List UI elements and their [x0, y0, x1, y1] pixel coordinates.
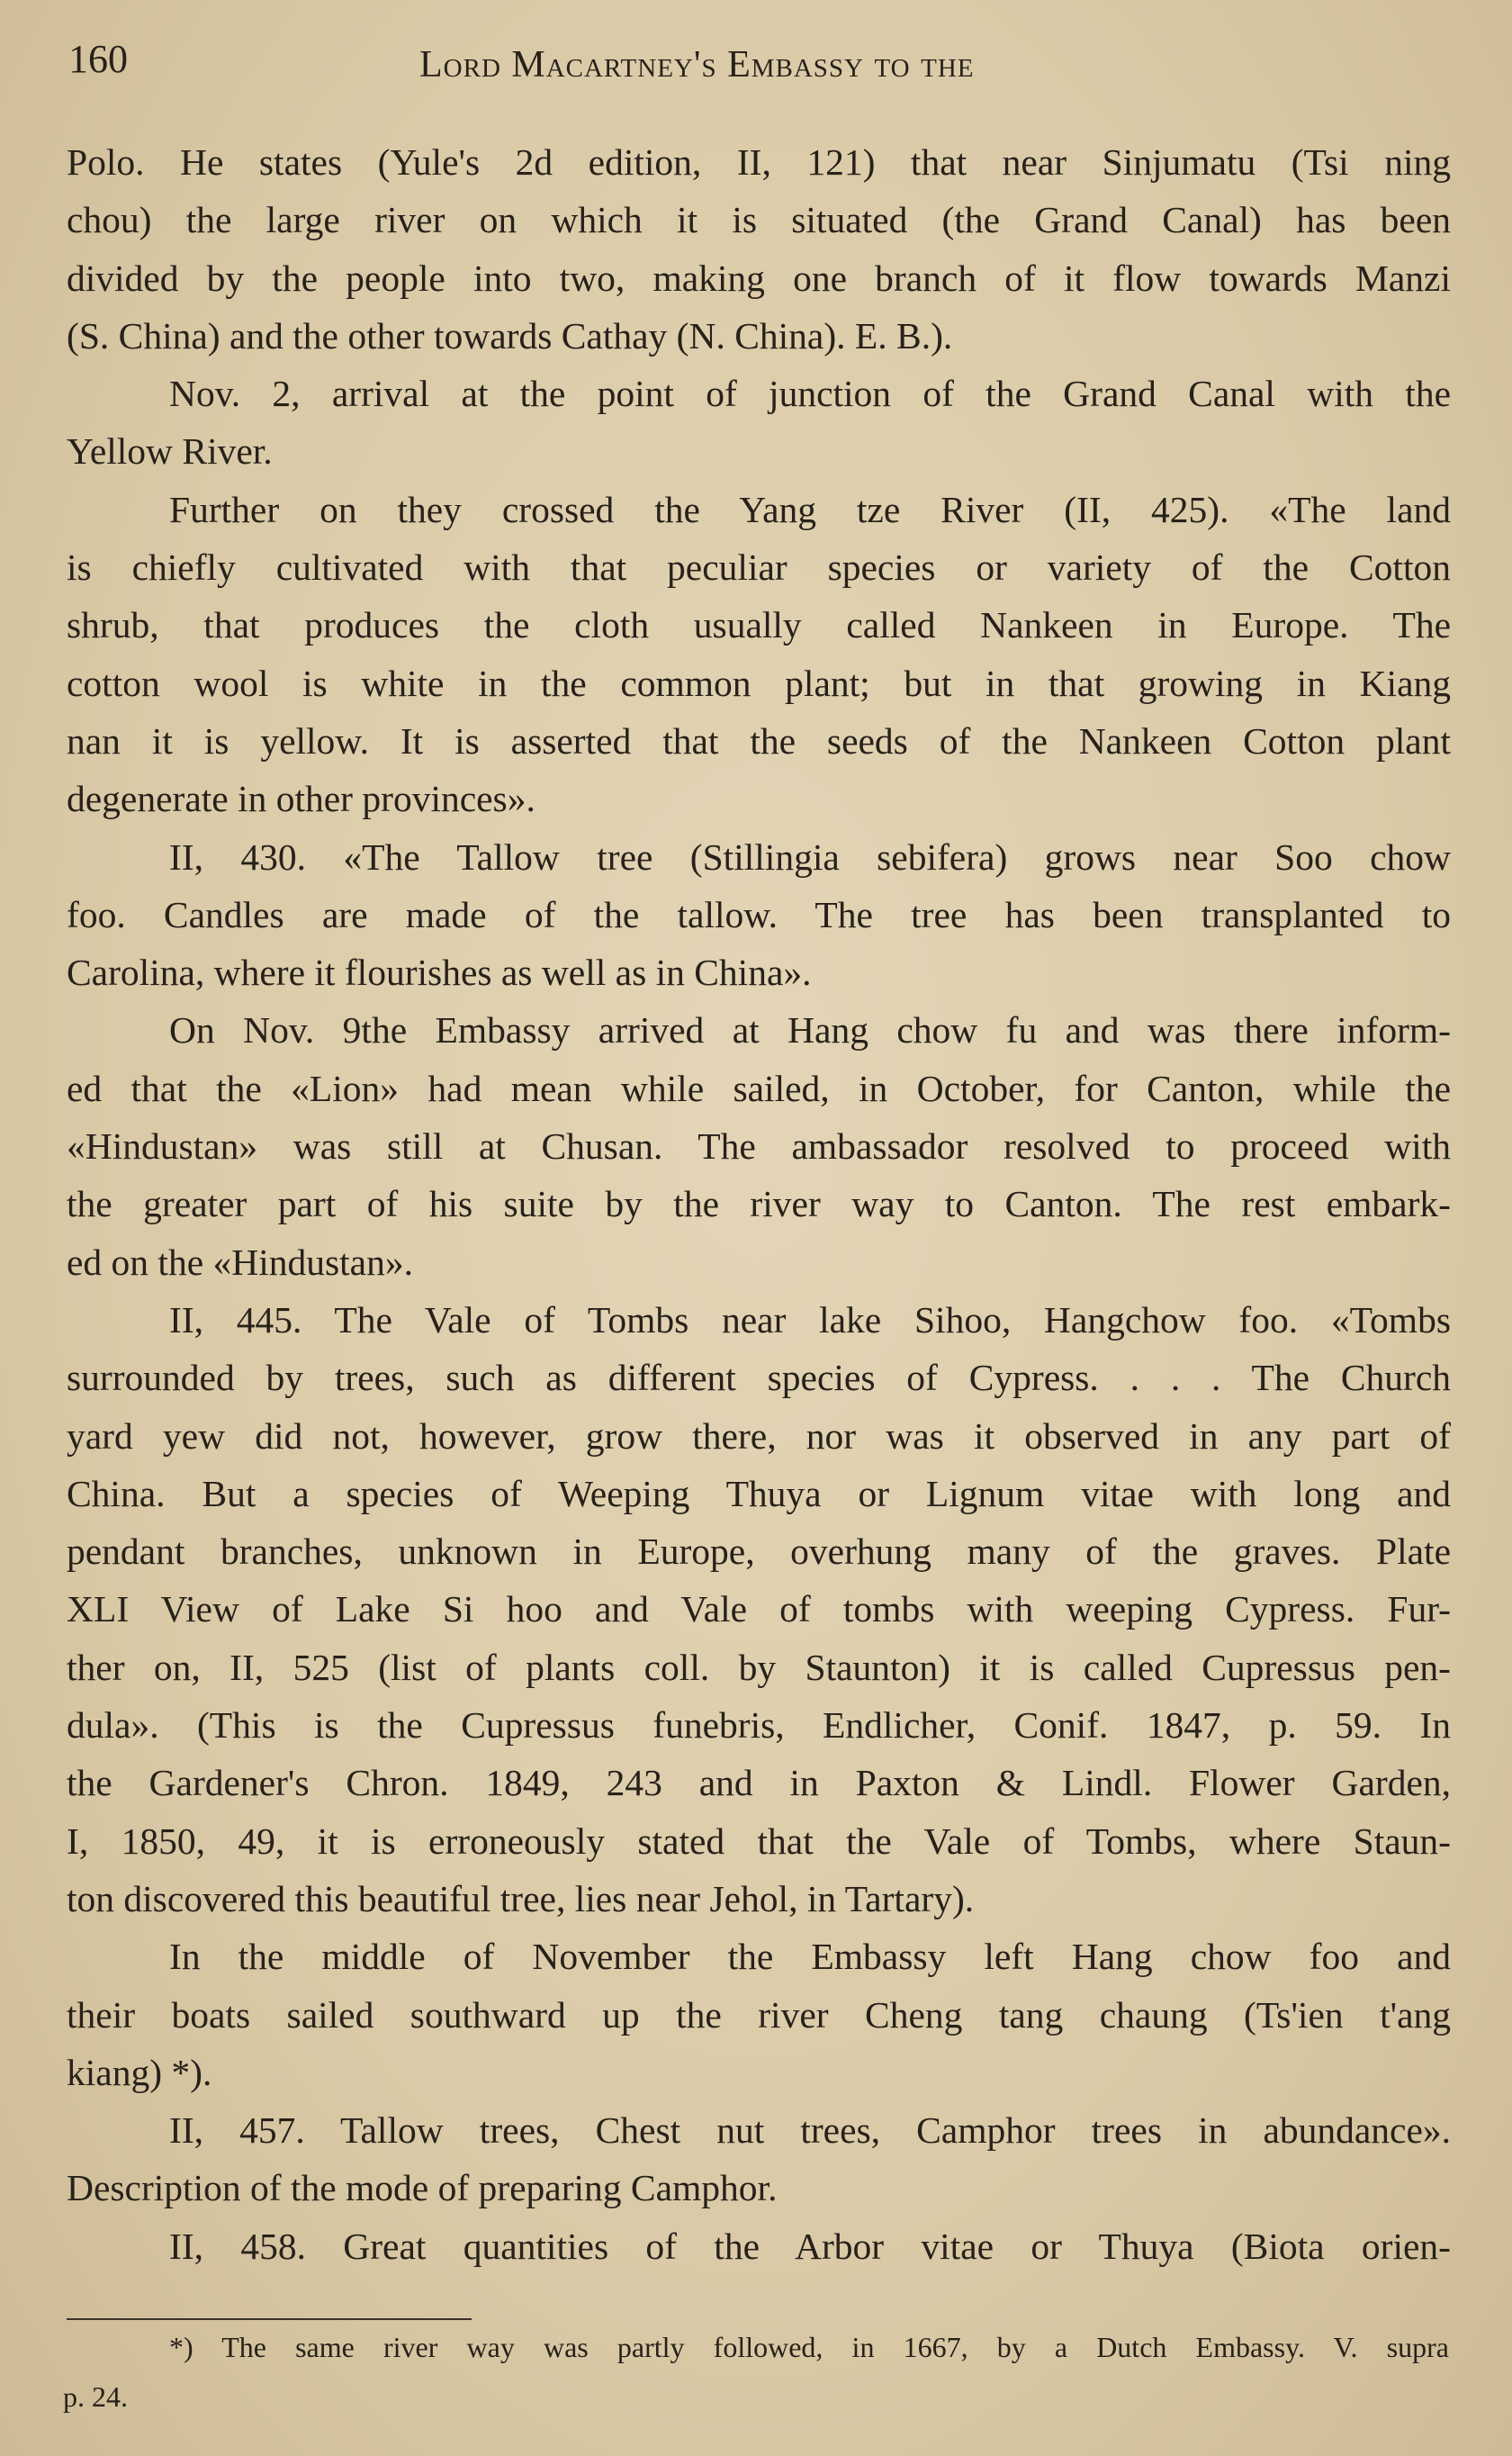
- text-line: shrub, that produces the cloth usually called Nankeen in Europe. The: [67, 604, 1451, 646]
- text-line: cotton wool is white in the common plant; but in that growing in Kiang: [67, 662, 1451, 704]
- footnote-line: p. 24.: [63, 2380, 128, 2413]
- text-line: II, 458. Great quantities of the Arbor vitae or Thuya (Biota orien-: [169, 2225, 1451, 2267]
- text-line: Description of the mode of preparing Camphor.: [67, 2167, 778, 2209]
- text-line: kiang) *).: [67, 2051, 212, 2093]
- text-line: chou) the large river on which it is situated (the Grand Canal) has been: [67, 199, 1451, 241]
- text-line: ther on, II, 525 (list of plants coll. by Staunton) it is called Cupressus pen-: [67, 1646, 1451, 1688]
- text-line: I, 1850, 49, it is erroneously stated that the Vale of Tombs, where Staun-: [67, 1819, 1451, 1862]
- text-line: is chiefly cultivated with that peculiar species or variety of the Cotton: [67, 546, 1451, 589]
- text-line: ton discovered this beautiful tree, lies near Jehol, in Tartary).: [67, 1877, 975, 1919]
- footnote: [63, 2323, 1449, 2422]
- text-line: ed on the «Hindustan».: [67, 1241, 413, 1283]
- text-line: pendant branches, unknown in Europe, overhung many of the graves. Plate: [67, 1530, 1451, 1573]
- page-number: 160: [68, 37, 128, 81]
- running-head: Lord Macartney's Embassy to the: [419, 44, 975, 86]
- footnote-line: *) The same river way was partly followed, in 1667, by a Dutch Embassy. V. supra: [169, 2331, 1449, 2363]
- text-line: their boats sailed southward up the river Cheng tang chaung (Ts'ien t'ang: [67, 1993, 1451, 2036]
- text-line: Polo. He states (Yule's 2d edition, II, 121) that near Sinjumatu (Tsi ning: [67, 141, 1451, 183]
- text-line: II, 457. Tallow trees, Chest nut trees, Camphor trees in abundance».: [169, 2109, 1451, 2152]
- text-line: dula». (This is the Cupressus funebris, Endlicher, Conif. 1847, p. 59. In: [67, 1704, 1451, 1747]
- text-line: divided by the people into two, making one branch of it flow towards Manzi: [67, 257, 1451, 299]
- text-line: «Hindustan» was still at Chusan. The ambassador resolved to proceed with: [67, 1125, 1451, 1168]
- text-line: surrounded by trees, such as different species of Cypress. . . . The Church: [67, 1357, 1451, 1399]
- text-line: In the middle of November the Embassy left Hang chow foo and: [169, 1936, 1451, 1978]
- text-line: foo. Candles are made of the tallow. The tree has been transplanted to: [67, 893, 1451, 935]
- text-line: XLI View of Lake Si hoo and Vale of tombs with weeping Cypress. Fur-: [67, 1588, 1451, 1630]
- footnote-rule: [67, 2318, 472, 2320]
- text-line: (S. China) and the other towards Cathay (N. China). E. B.).: [67, 314, 953, 357]
- text-line: the Gardener's Chron. 1849, 243 and in Paxton & Lindl. Flower Garden,: [67, 1762, 1451, 1804]
- text-line: China. But a species of Weeping Thuya or Lignum vitae with long and: [67, 1472, 1451, 1514]
- text-line: Carolina, where it flourishes as well as in China».: [67, 952, 812, 994]
- page-header: [68, 36, 1449, 99]
- text-line: On Nov. 9the Embassy arrived at Hang chow fu and was there inform-: [169, 1009, 1451, 1052]
- text-line: Further on they crossed the Yang tze River (II, 425). «The land: [169, 488, 1451, 530]
- text-line: the greater part of his suite by the river way to Canton. The rest embark-: [67, 1183, 1451, 1225]
- text-line: yard yew did not, however, grow there, nor was it observed in any part of: [67, 1414, 1451, 1457]
- body-text: [67, 133, 1451, 2275]
- text-line: Nov. 2, arrival at the point of junction of the Grand Canal with the: [169, 373, 1451, 415]
- text-line: ed that the «Lion» had mean while sailed, in October, for Canton, while the: [67, 1067, 1451, 1109]
- text-line: degenerate in other provinces».: [67, 778, 536, 820]
- text-line: II, 445. The Vale of Tombs near lake Sihoo, Hangchow foo. «Tombs: [169, 1298, 1451, 1341]
- text-line: II, 430. «The Tallow tree (Stillingia sebifera) grows near Soo chow: [169, 835, 1451, 878]
- text-line: nan it is yellow. It is asserted that the seeds of the Nankeen Cotton plant: [67, 719, 1451, 762]
- text-line: Yellow River.: [67, 430, 273, 473]
